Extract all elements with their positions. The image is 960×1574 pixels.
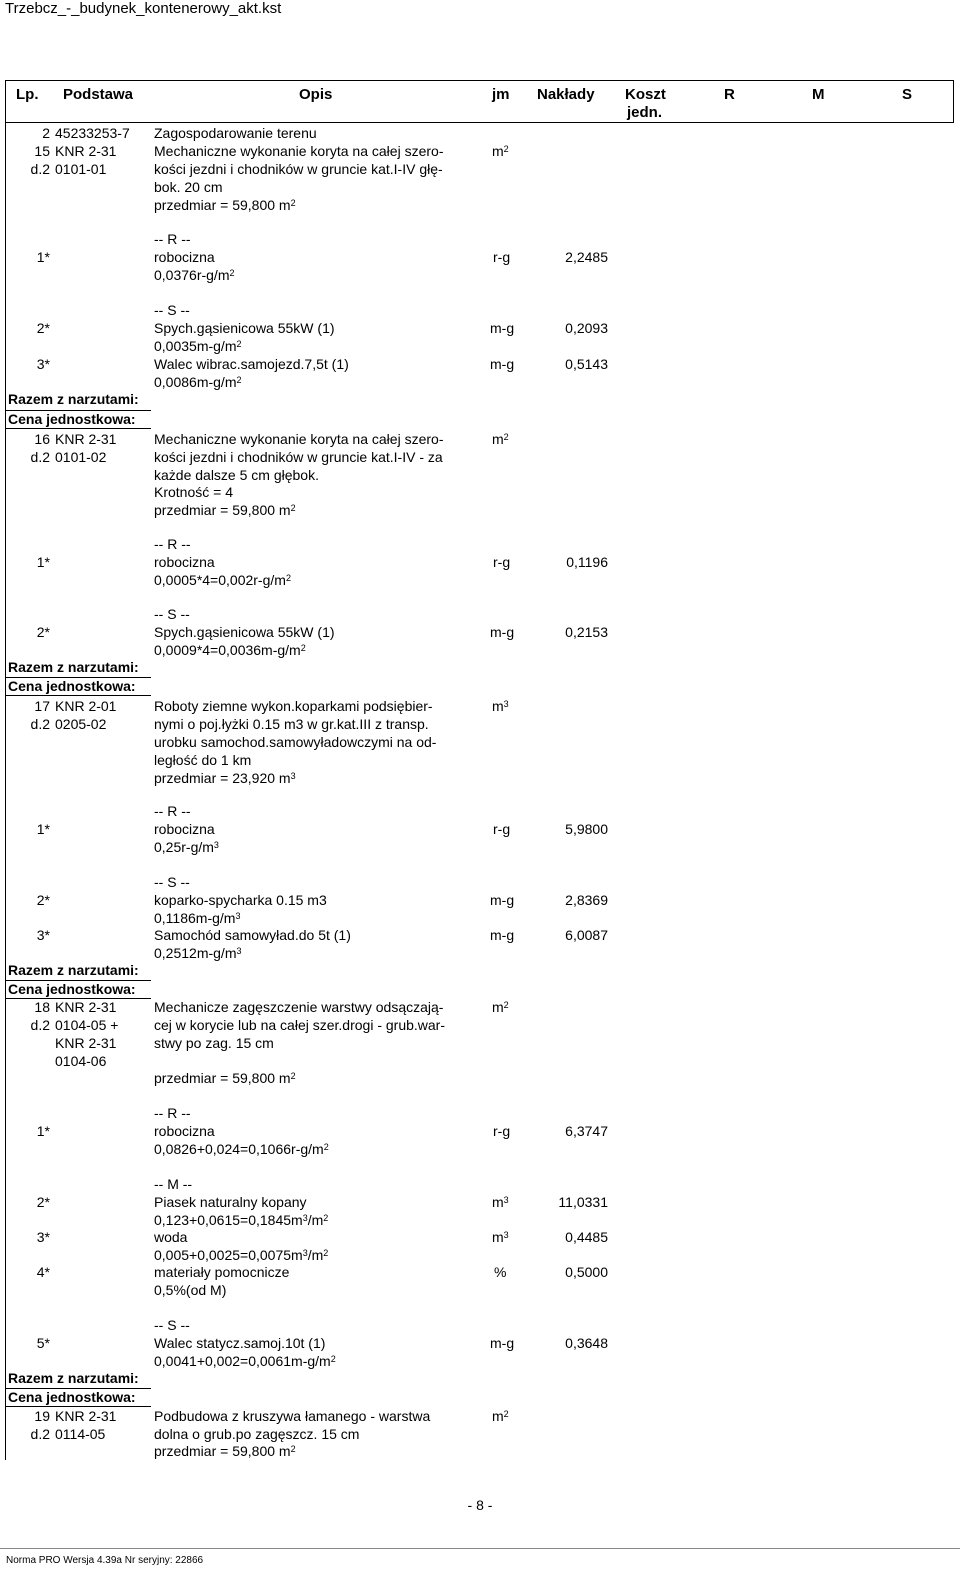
p16-r1-name: robocizna [154,554,215,570]
p15-s-head: -- S -- [154,302,190,318]
p16-knr: KNR 2-31 [55,431,117,447]
p15-cena: Cena jednostkowa: [8,411,136,427]
p19-opis-1: Podbudowa z kruszywa łamanego - warstwa [154,1408,431,1424]
p18-m4-val: 0,5000 [565,1264,608,1280]
p15-knr: KNR 2-31 [55,143,117,159]
p18-m4-lp: 4* [36,1264,50,1280]
p16-knr2: 0101-02 [55,449,107,465]
p16-s2-jm: m-g [490,624,515,640]
p15-lp: 15 [34,143,50,159]
p16-opis-1: Mechaniczne wykonanie koryta na całej szero- [154,431,444,447]
p16-krotnosc: Krotność = 4 [154,484,233,500]
p15-s3-lp: 3* [36,356,50,372]
p17-s2-val: 2,8369 [565,892,608,908]
header-top-border [5,80,954,81]
p18-r1-norm: $0,0826+0,024=0,1066r-g/m^2$ [154,1141,329,1157]
p15-s3-val: 0,5143 [565,356,608,372]
p15-razem: Razem z narzutami: [8,391,139,407]
section-lp: 2 [42,125,50,141]
p17-s-head: -- S -- [154,874,190,890]
p16-r1-jm: r-g [493,554,511,570]
p18-lp: 18 [34,999,50,1015]
header-podstawa: Podstawa [63,86,134,103]
footer-text: Norma PRO Wersja 4.39a Nr seryjny: 22866 [6,1555,204,1566]
header-lp: Lp. [16,86,39,103]
p16-opis-3: każde dalsze 5 cm głębok. [154,467,319,483]
p18-m3-norm: $0,005+0,0025=0,0075m^3/m^2$ [154,1247,329,1263]
p19-lp: 19 [34,1408,50,1424]
p17-knr: KNR 2-01 [55,698,117,714]
p17-r1-lp: 1* [36,821,50,837]
p16-przedmiar: przedmiar = 59,800 $m^2$ [154,502,296,518]
p18-m2-val: 11,0331 [558,1194,608,1210]
p19-knr: KNR 2-31 [55,1408,117,1424]
p15-s2-jm: m-g [490,320,515,336]
p17-s3-jm: m-g [490,927,515,943]
p16-s2-lp: 2* [36,624,50,640]
p17-r-head: -- R -- [154,803,191,819]
p17-lp: 17 [34,698,50,714]
p18-s-head: -- S -- [154,1317,190,1333]
p18-r-head: -- R -- [154,1105,191,1121]
p15-opis-2: kości jezdni i chodników w gruncie kat.I-IV głę- [154,161,443,177]
header-naklady: Nakłady [537,86,595,103]
p18-knr: KNR 2-31 [55,999,117,1015]
p15-r1-lp: 1* [36,249,50,265]
p17-r1-norm: $0,25r-g/m^3$ [154,839,219,855]
p15-s2-name: Spych.gąsienicowa 55kW (1) [154,320,335,336]
p19-lp2: d.2 [30,1426,50,1442]
p16-lp: 16 [34,431,50,447]
document-title: Trzebcz_-_budynek_kontenerowy_akt.kst [5,0,282,17]
p18-opis-3: stwy po zag. 15 cm [154,1035,274,1051]
p16-r1-lp: 1* [36,554,50,570]
p15-knr2: 0101-01 [55,161,107,177]
header-koszt: Koszt [625,86,666,103]
p18-r1-jm: r-g [493,1123,511,1139]
p15-r1-norm: $0,0376r-g/m^2$ [154,267,235,283]
p17-s3-name: Samochód samowyład.do 5t (1) [154,927,351,943]
p15-s3-norm: $0,0086m-g/m^2$ [154,374,242,390]
p18-m3-jm: $m^3$ [492,1229,509,1245]
p18-m3-lp: 3* [36,1229,50,1245]
p18-m2-name: Piasek naturalny kopany [154,1194,307,1210]
p16-razem: Razem z narzutami: [8,659,139,675]
header-s: S [902,86,913,103]
p17-cena: Cena jednostkowa: [8,981,136,997]
p18-m4-name: materiały pomocnicze [154,1264,290,1280]
p18-cena-line [5,1406,151,1407]
p16-cena-line [5,695,151,696]
p17-s2-lp: 2* [36,892,50,908]
p15-cena-line [5,428,151,429]
p17-opis-2: nymi o poj.łyżki 0.15 m3 w gr.kat.III z transp. [154,716,429,732]
p15-r1-name: robocizna [154,249,215,265]
p18-lp2: d.2 [30,1017,50,1033]
p18-m2-norm: $0,123+0,0615=0,1845m^3/m^2$ [154,1212,329,1228]
section-code: 45233253-7 [55,125,130,141]
p17-r1-jm: r-g [493,821,511,837]
p17-s3-lp: 3* [36,927,50,943]
p18-s5-lp: 5* [36,1335,50,1351]
p17-razem: Razem z narzutami: [8,962,139,978]
p18-r1-val: 6,3747 [565,1123,608,1139]
p18-knr4: 0104-06 [55,1053,107,1069]
p17-knr2: 0205-02 [55,716,107,732]
p19-opis-2: dolna o grub.po zagęszcz. 15 cm [154,1426,360,1442]
p18-r1-lp: 1* [36,1123,50,1139]
p15-s3-jm: m-g [490,356,515,372]
p18-opis-2: cej w korycie lub na całej szer.drogi - grub.war- [154,1017,446,1033]
p16-cena: Cena jednostkowa: [8,678,136,694]
header-m: M [812,86,825,103]
p16-r-head: -- R -- [154,536,191,552]
p15-s2-val: 0,2093 [565,320,608,336]
p17-s3-norm: $0,2512m-g/m^3$ [154,945,242,961]
p18-s5-norm: $0,0041+0,002=0,0061m-g/m^2$ [154,1353,336,1369]
p18-razem: Razem z narzutami: [8,1370,139,1386]
header-opis: Opis [299,86,333,103]
footer-rule [0,1548,960,1549]
p17-r1-name: robocizna [154,821,215,837]
p18-s5-val: 0,3648 [565,1335,608,1351]
p18-r1-name: robocizna [154,1123,215,1139]
p18-m2-jm: $m^3$ [492,1194,509,1210]
p16-opis-2: kości jezdni i chodników w gruncie kat.I-IV - za [154,449,443,465]
p18-m3-name: woda [154,1229,188,1245]
table-left-border [5,80,6,1460]
p15-r1-val: 2,2485 [565,249,608,265]
p19-przedmiar: przedmiar = 59,800 $m^2$ [154,1443,296,1459]
p19-jm: $m^2$ [492,1408,509,1424]
p17-s2-jm: m-g [490,892,515,908]
section-title: Zagospodarowanie terenu [154,125,317,141]
p18-m-head: -- M -- [154,1176,193,1192]
p19-knr2: 0114-05 [55,1426,106,1442]
p16-s2-norm: $0,0009*4=0,0036m-g/m^2$ [154,642,306,658]
p17-r1-val: 5,9800 [565,821,608,837]
header-jm: jm [492,86,510,103]
p18-s5-name: Walec statycz.samoj.10t (1) [154,1335,326,1351]
p15-opis-1: Mechaniczne wykonanie koryta na całej szero- [154,143,444,159]
p16-s2-name: Spych.gąsienicowa 55kW (1) [154,624,335,640]
header-r: R [724,86,735,103]
p17-s2-name: koparko-spycharka 0.15 m3 [154,892,327,908]
page-number: - 8 - [467,1497,493,1513]
p17-opis-3: urobku samochod.samowyładowczymi na od- [154,734,437,750]
p16-r1-val: 0,1196 [566,554,608,570]
p17-opis-1: Roboty ziemne wykon.koparkami podsiębier- [154,698,433,714]
p15-opis-3: bok. 20 cm [154,179,223,195]
table-right-border [953,80,954,122]
p17-s3-val: 6,0087 [565,927,608,943]
p15-lp2: d.2 [30,161,50,177]
p18-m3-val: 0,4485 [565,1229,608,1245]
p17-s2-norm: $0,1186m-g/m^3$ [154,910,241,926]
p15-r1-jm: r-g [493,249,511,265]
p17-lp2: d.2 [30,716,50,732]
p16-s2-val: 0,2153 [565,624,608,640]
p16-r1-norm: $0,0005*4=0,002r-g/m^2$ [154,572,291,588]
p15-przedmiar: przedmiar = 59,800 $m^2$ [154,197,296,213]
p15-s2-norm: $0,0035m-g/m^2$ [154,338,242,354]
p18-m4-norm: 0,5%(od M) [154,1282,227,1298]
p17-przedmiar: przedmiar = 23,920 $m^3$ [154,770,296,786]
p16-s-head: -- S -- [154,606,190,622]
p18-s5-jm: m-g [490,1335,515,1351]
p18-jm: $m^2$ [492,999,509,1015]
p18-m2-lp: 2* [36,1194,50,1210]
header-bottom-border [5,122,954,123]
p18-cena: Cena jednostkowa: [8,1389,136,1405]
p16-lp2: d.2 [30,449,50,465]
p17-opis-4: ległość do 1 km [154,752,252,768]
p15-jm: $m^2$ [492,143,509,159]
p18-knr3: KNR 2-31 [55,1035,117,1051]
p18-m4-jm: % [494,1264,507,1280]
p15-s2-lp: 2* [36,320,50,336]
header-koszt-jedn: jedn. [627,104,663,121]
p15-r-head: -- R -- [154,231,191,247]
p17-jm: $m^3$ [492,698,509,714]
p18-knr2: 0104-05 + [55,1017,119,1033]
p15-s3-name: Walec wibrac.samojezd.7,5t (1) [154,356,349,372]
p18-opis-1: Mechanicze zagęszczenie warstwy odsączają- [154,999,444,1015]
p18-przedmiar: przedmiar = 59,800 $m^2$ [154,1070,296,1086]
p16-jm: $m^2$ [492,431,509,447]
